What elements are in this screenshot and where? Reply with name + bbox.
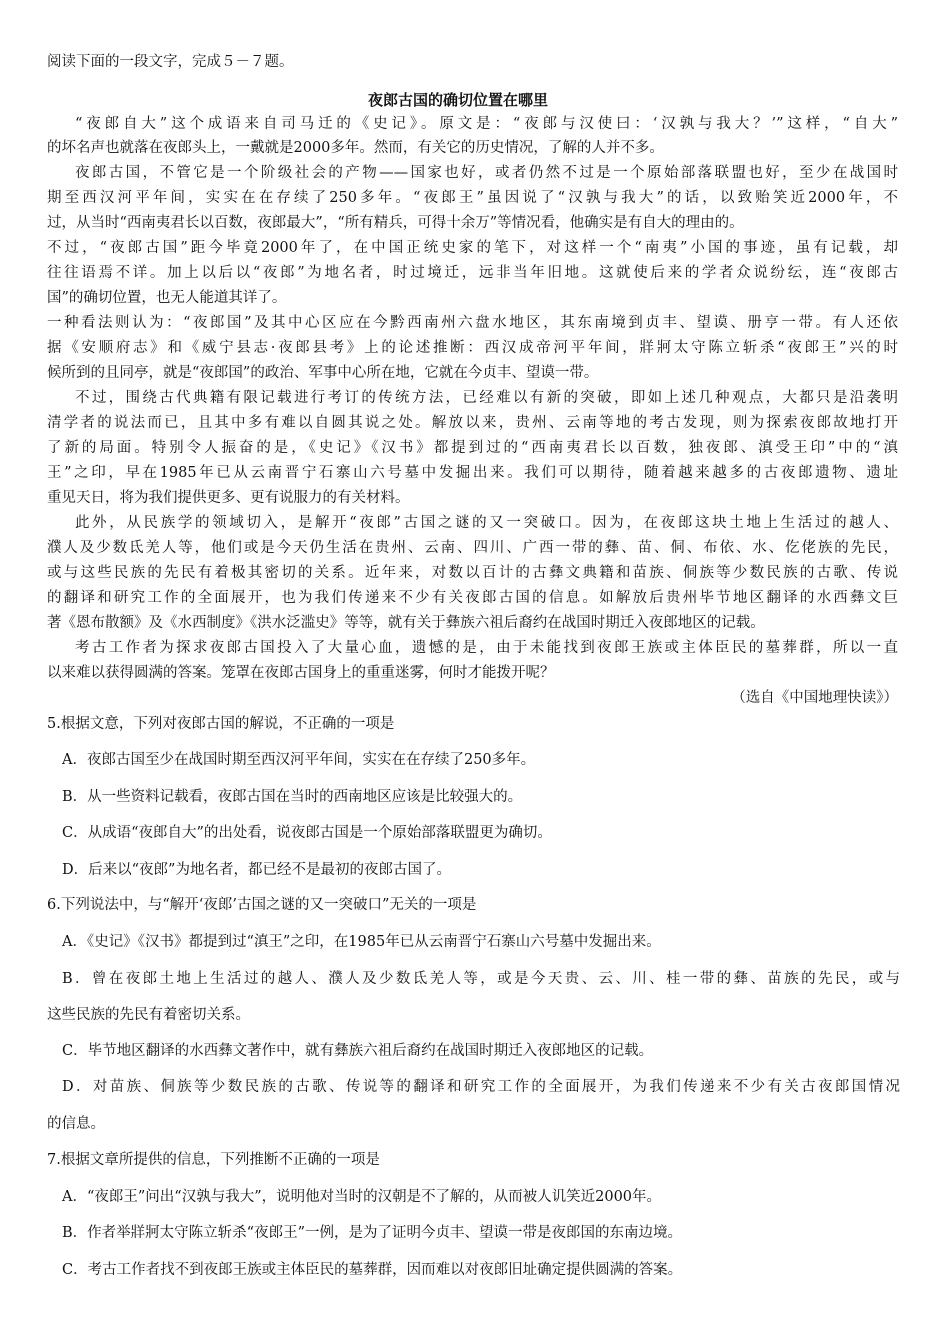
- answer-option: B．曾在夜郎土地上生活过的越人、濮人及少数氐羌人等，或是今天贵、云、川、桂一带的彝、苗族的先民，或与: [62, 971, 900, 987]
- answer-option: C．毕节地区翻译的水西彝文著作中，就有彝族六祖后裔约在战国时期迁入夜郎地区的记载。: [62, 1043, 654, 1059]
- article-line: 或与这些民族的先民有着极其密切的关系。近年来，对数以百计的古彝文典籍和苗族、侗族等少数民族的古歌、传说: [47, 565, 898, 581]
- article-line: 过，从当时“西南夷君长以百数，夜郎最大”，“所有精兵，可得十余万”等情况看，他确实是有自大的理由的。: [47, 215, 744, 231]
- article-line: 期至西汉河平年间，实实在在存续了250多年。“夜郎王”虽因说了“汉孰与我大”的话，以致贻笑近2000年，不: [47, 190, 898, 206]
- article-line: 王”之印，早在1985年已从云南晋宁石寨山六号墓中发掘出来。我们可以期待，随着越来越多的古夜郎遗物、遗址: [47, 465, 898, 481]
- answer-option: A．《史记》《汉书》都提到过“滇王”之印，在1985年已从云南晋宁石寨山六号墓中发掘出来。: [62, 934, 661, 950]
- article-line: 一种看法则认为：“夜郎国”及其中心区应在今黔西南州六盘水地区，其东南境到贞丰、望谟、册亨一带。有人还依: [47, 315, 898, 331]
- article-line: 据《安顺府志》和《威宁县志·夜郎县考》上的论述推断：西汉成帝河平年间，牂牁太守陈立斩杀“夜郎王”兴的时: [47, 340, 898, 356]
- question-stem: 5.根据文意，下列对夜郎古国的解说，不正确的一项是: [47, 716, 395, 732]
- article-line: 清学者的说法而已，且其中多有难以自圆其说之处。解放以来，贵州、云南等地的考古发现，则为探索夜郎故地打开: [47, 415, 898, 431]
- answer-option: D．对苗族、侗族等少数民族的古歌、传说等的翻译和研究工作的全面展开，为我们传递来不少有关古夜郎国情况: [62, 1079, 900, 1095]
- article-line: 不过，围绕古代典籍有限记载进行考订的传统方法，已经难以有新的突破，即如上述几种观点，大都只是沿袭明: [75, 390, 898, 406]
- article-line: 此外，从民族学的领域切入，是解开“夜郎”古国之谜的又一突破口。因为，在夜郎这块土地上生活过的越人、: [75, 515, 898, 531]
- answer-option: A．夜郎古国至少在战国时期至西汉河平年间，实实在在存续了250多年。: [62, 752, 536, 768]
- answer-option-continued: 这些民族的先民有着密切关系。: [47, 1007, 250, 1023]
- answer-option: D．后来以“夜郎”为地名者，都已经不是最初的夜郎古国了。: [62, 862, 451, 878]
- question-stem: 7.根据文章所提供的信息，下列推断不正确的一项是: [47, 1152, 380, 1168]
- answer-option: C．考古工作者找不到夜郎王族或主体臣民的墓葬群，因而难以对夜郎旧址确定提供圆满的答案。: [62, 1262, 683, 1278]
- question-stem: 6.下列说法中，与“解开‘夜郎’古国之谜的又一突破口”无关的一项是: [47, 897, 477, 913]
- answer-option: A．“夜郎王”问出“汉孰与我大”，说明他对当时的汉朝是不了解的，从而被人讥笑近2000年。: [62, 1189, 662, 1205]
- article-line: 考古工作者为探求夜郎古国投入了大量心血，遗憾的是，由于未能找到夜郎王族或主体臣民的墓葬群，所以一直: [75, 640, 898, 656]
- article-line: 夜郎古国，不管它是一个阶级社会的产物——国家也好，或者仍然不过是一个原始部落联盟也好，至少在战国时: [75, 165, 898, 181]
- article-line: 了新的局面。特别令人振奋的是，《史记》《汉书》都提到过的“西南夷君长以百数，独夜郎、滇受王印”中的“滇: [47, 440, 898, 456]
- article-title: 夜郎古国的确切位置在哪里: [368, 91, 549, 109]
- article-line: 往往语焉不详。加上以后以“夜郎”为地名者，时过境迁，远非当年旧地。这就使后来的学者众说纷纭，连“夜郎古: [47, 265, 898, 281]
- article-line: 重见天日，将为我们提供更多、更有说服力的有关材料。: [47, 490, 410, 506]
- article-line: 濮人及少数氐羌人等，他们或是今天仍生活在贵州、云南、四川、广西一带的彝、苗、侗、布依、水、仡佬族的先民，: [47, 540, 898, 556]
- article-source: （选自《中国地理快读》）: [731, 690, 898, 706]
- answer-option: C．从成语“夜郎自大”的出处看，说夜郎古国是一个原始部落联盟更为确切。: [62, 825, 552, 841]
- answer-option: B．从一些资料记载看，夜郎古国在当时的西南地区应该是比较强大的。: [62, 789, 523, 805]
- article-line: 的翻译和研究工作的全面展开，也为我们传递来不少有关夜郎古国的信息。如解放后贵州毕节地区翻译的水西彝文巨: [47, 590, 898, 606]
- article-line: 的坏名声也就落在夜郎头上，一戴就是2000多年。然而，有关它的历史情况，了解的人并不多。: [47, 140, 664, 156]
- article-line: 候所到的且同亭，就是“夜郎国”的政治、军事中心所在地，它就在今贞丰、望谟一带。: [47, 365, 599, 381]
- article-line: 国”的确切位置，也无人能道其详了。: [47, 290, 287, 306]
- answer-option: B．作者举牂牁太守陈立斩杀“夜郎王”一例，是为了证明今贞丰、望谟一带是夜郎国的东南边境。: [62, 1225, 682, 1241]
- reading-instruction: 阅读下面的一段文字，完成５－７题。: [47, 54, 294, 70]
- article-line: “夜郎自大”这个成语来自司马迁的《史记》。原文是：“夜郎与汉使曰：‘汉孰与我大？’”这样，“自大”: [75, 116, 898, 132]
- article-line: 著《恩布散额》及《水西制度》《洪水泛滥史》等等，就有关于彝族六祖后裔约在战国时期迁入夜郎地区的记载。: [47, 615, 765, 631]
- article-line: 不过，“夜郎古国”距今毕竟2000年了，在中国正统史家的笔下，对这样一个“南夷”小国的事迹，虽有记载，却: [47, 240, 898, 256]
- article-line: 以来难以获得圆满的答案。笼罩在夜郎古国身上的重重迷雾，何时才能拨开呢？: [47, 665, 555, 681]
- answer-option-continued: 的信息。: [47, 1116, 105, 1132]
